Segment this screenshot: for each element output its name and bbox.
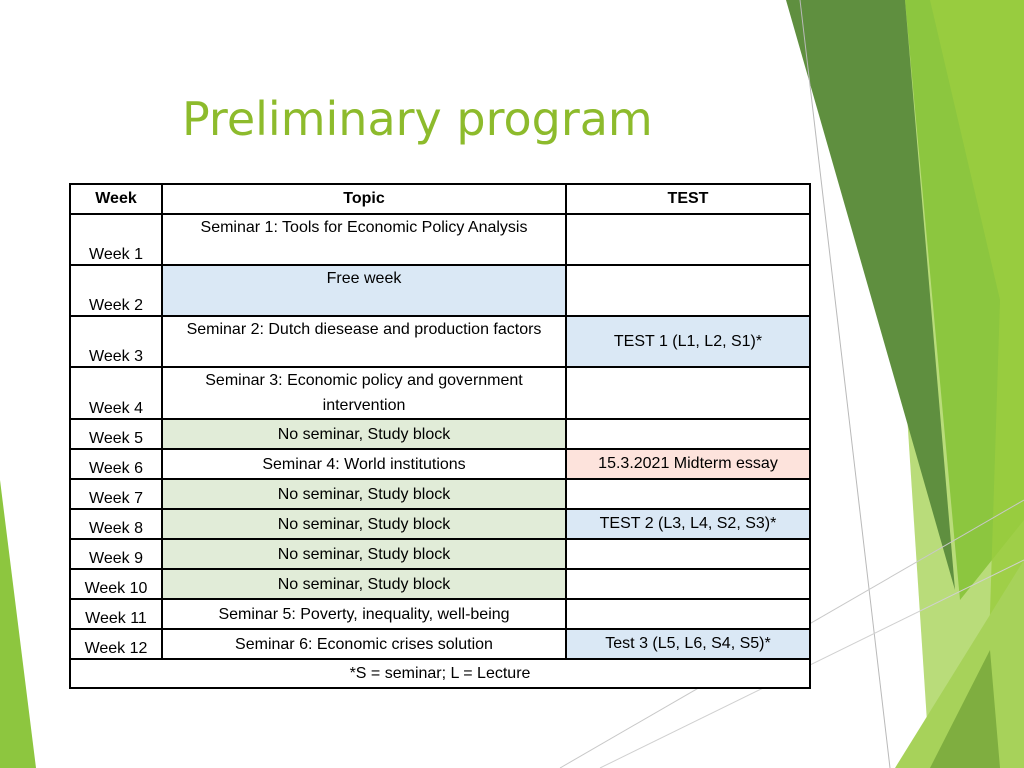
table-row [70, 599, 810, 629]
test-cell [566, 539, 810, 569]
table-header-row [70, 184, 810, 214]
week-cell: Week 5 [70, 419, 162, 449]
test-cell [566, 265, 810, 316]
table-row [70, 367, 810, 419]
week-cell: Week 7 [70, 479, 162, 509]
table-row [70, 419, 810, 449]
header-week: Week [70, 184, 162, 214]
topic-cell: Seminar 6: Economic crises solution [162, 629, 566, 659]
test-cell: TEST 1 (L1, L2, S1)* [566, 316, 810, 367]
week-cell: Week 9 [70, 539, 162, 569]
test-cell [566, 367, 810, 419]
footnote: *S = seminar; L = Lecture [70, 659, 810, 688]
topic-cell: No seminar, Study block [162, 569, 566, 599]
week-cell: Week 6 [70, 449, 162, 479]
week-cell: Week 1 [70, 214, 162, 265]
test-cell: Test 3 (L5, L6, S4, S5)* [566, 629, 810, 659]
midterm-essay-cell: 15.3.2021 Midterm essay [566, 449, 810, 479]
program-table [69, 183, 811, 689]
left-green-sliver [0, 480, 36, 768]
test-cell [566, 214, 810, 265]
topic-cell: Seminar 4: World institutions [162, 449, 566, 479]
topic-cell: Seminar 5: Poverty, inequality, well-being [162, 599, 566, 629]
topic-cell: No seminar, Study block [162, 539, 566, 569]
test-cell [566, 599, 810, 629]
table-row [70, 449, 810, 479]
topic-cell: Free week [162, 265, 566, 316]
week-cell: Week 3 [70, 316, 162, 367]
test-cell: TEST 2 (L3, L4, S2, S3)* [566, 509, 810, 539]
week-cell: Week 10 [70, 569, 162, 599]
table-row [70, 214, 810, 265]
week-cell: Week 8 [70, 509, 162, 539]
table-row [70, 509, 810, 539]
topic-cell: No seminar, Study block [162, 509, 566, 539]
topic-cell: No seminar, Study block [162, 479, 566, 509]
table-row [70, 479, 810, 509]
header-test: TEST [566, 184, 810, 214]
header-topic: Topic [162, 184, 566, 214]
table-row [70, 539, 810, 569]
week-cell: Week 11 [70, 599, 162, 629]
table-row [70, 316, 810, 367]
week-cell: Week 12 [70, 629, 162, 659]
topic-cell: Seminar 2: Dutch diesease and production factors [162, 316, 566, 367]
topic-cell: No seminar, Study block [162, 419, 566, 449]
slide-title: Preliminary program [182, 92, 653, 146]
topic-cell: Seminar 1: Tools for Economic Policy Analysis [162, 214, 566, 265]
topic-cell: Seminar 3: Economic policy and government intervention [162, 367, 566, 419]
footnote-row [70, 659, 810, 688]
table-row [70, 629, 810, 659]
week-cell: Week 4 [70, 367, 162, 419]
test-cell [566, 419, 810, 449]
table-row [70, 569, 810, 599]
week-cell: Week 2 [70, 265, 162, 316]
table-row [70, 265, 810, 316]
test-cell [566, 569, 810, 599]
test-cell [566, 479, 810, 509]
